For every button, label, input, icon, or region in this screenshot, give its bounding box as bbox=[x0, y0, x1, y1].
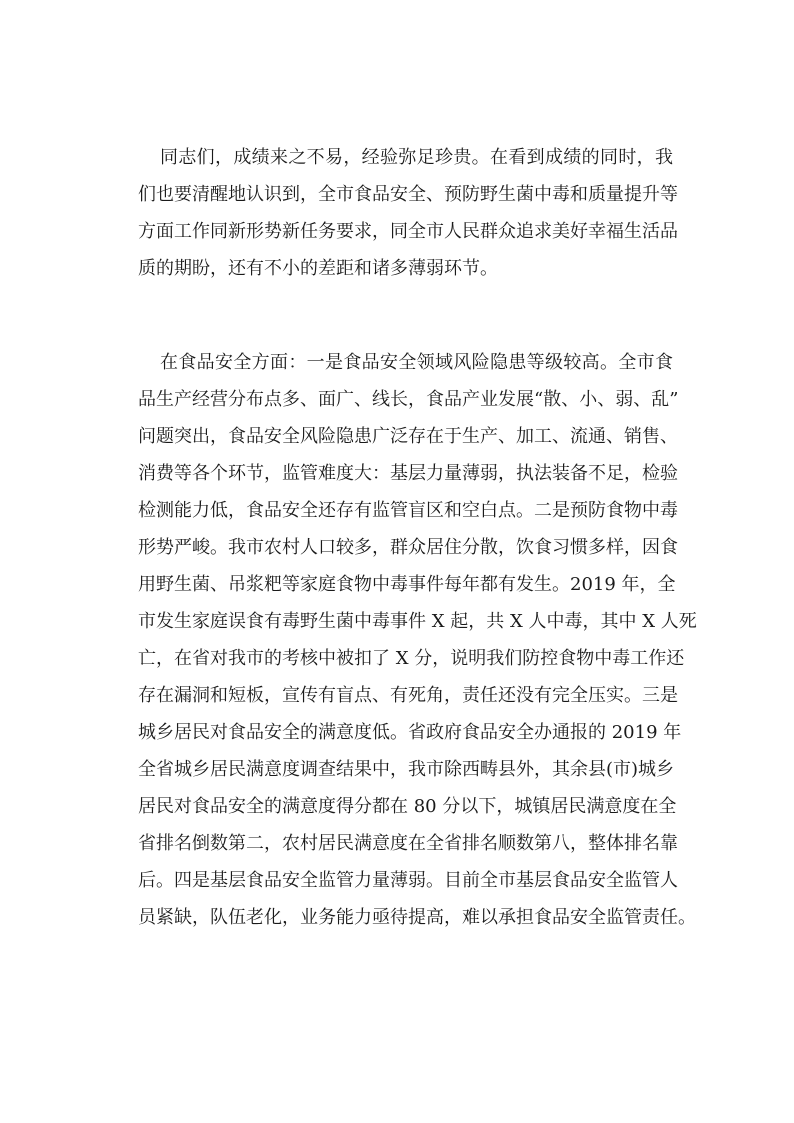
paragraph-1-line-1: 同志们，成绩来之不易，经验弥足珍贵。在看到成绩的同时，我 bbox=[160, 147, 673, 168]
paragraph-2-line-16: 员紧缺，队伍老化，业务能力亟待提高，难以承担食品安全监管责任。 bbox=[138, 907, 696, 928]
paragraph-2-line-14: 省排名倒数第二，农村居民满意度在全省排名顺数第八，整体排名靠 bbox=[138, 833, 678, 854]
paragraph-2-line-6: 形势严峻。我市农村人口较多，群众居住分散，饮食习惯多样，因食 bbox=[138, 537, 678, 558]
paragraph-1-line-2: 们也要清醒地认识到，全市食品安全、预防野生菌中毒和质量提升等 bbox=[138, 184, 678, 205]
paragraph-2-line-3: 问题突出，食品安全风险隐患广泛存在于生产、加工、流通、销售、 bbox=[138, 426, 678, 447]
paragraph-2-line-11: 城乡居民对食品安全的满意度低。省政府食品安全办通报的 2019 年 bbox=[138, 722, 682, 743]
paragraph-1-line-3: 方面工作同新形势新任务要求，同全市人民群众追求美好幸福生活品 bbox=[138, 221, 678, 242]
paragraph-2-line-13: 居民对食品安全的满意度得分都在 80 分以下，城镇居民满意度在全 bbox=[138, 796, 677, 817]
paragraph-2-line-10: 存在漏洞和短板，宣传有盲点、有死角，责任还没有完全压实。三是 bbox=[138, 685, 678, 706]
paragraph-2-line-7: 用野生菌、吊浆粑等家庭食物中毒事件每年都有发生。2019 年，全 bbox=[138, 574, 676, 595]
paragraph-2-line-5: 检测能力低，食品安全还存有监管盲区和空白点。二是预防食物中毒 bbox=[138, 500, 678, 521]
paragraph-2-line-15: 后。四是基层食品安全监管力量薄弱。目前全市基层食品安全监管人 bbox=[138, 870, 678, 891]
paragraph-2-line-4: 消费等各个环节，监管难度大：基层力量薄弱，执法装备不足，检验 bbox=[138, 463, 678, 484]
paragraph-1-line-4: 质的期盼，还有不小的差距和诸多薄弱环节。 bbox=[138, 258, 498, 279]
paragraph-2-line-12: 全省城乡居民满意度调查结果中，我市除西畴县外，其余县(市)城乡 bbox=[138, 759, 675, 780]
paragraph-2-line-1: 在食品安全方面：一是食品安全领域风险隐患等级较高。全市食 bbox=[160, 352, 673, 373]
paragraph-2-line-9: 亡，在省对我市的考核中被扣了 X 分，说明我们防控食物中毒工作还 bbox=[138, 648, 685, 669]
paragraph-2-line-8: 市发生家庭误食有毒野生菌中毒事件 X 起，共 X 人中毒，其中 X 人死 bbox=[138, 611, 697, 632]
paragraph-2-line-2: 品生产经营分布点多、面广、线长，食品产业发展“散、小、弱、乱” bbox=[138, 389, 679, 410]
